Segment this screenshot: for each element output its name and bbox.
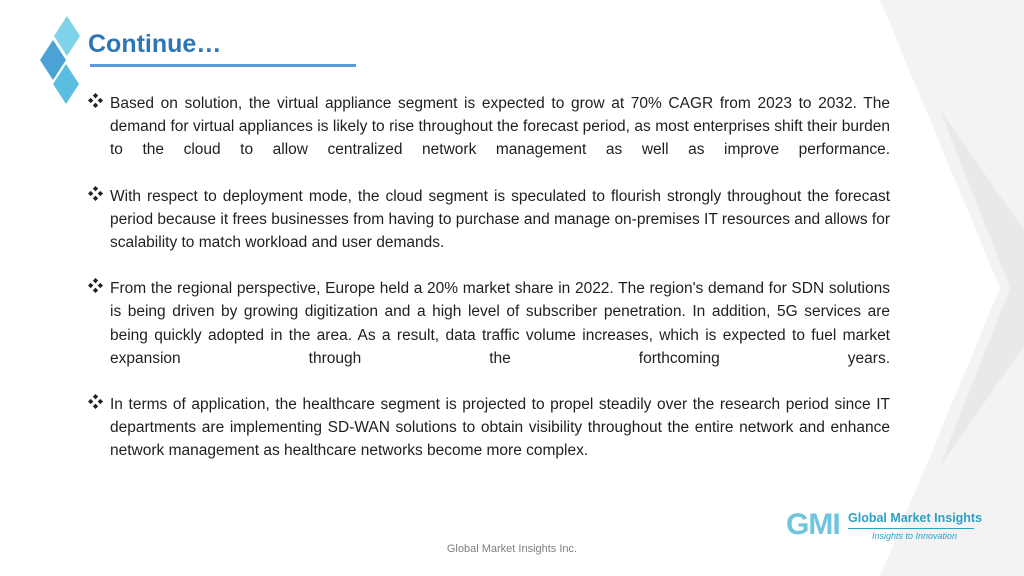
title-underline xyxy=(90,64,356,67)
bullet-diamond-icon xyxy=(88,393,110,463)
diamond-icon xyxy=(36,14,84,110)
bullet-text: From the regional perspective, Europe held a 20% market share in 2022. The region's demand for SDN solutions is being driven by growing digitization and a high level of subscriber penetration. In addition, 5G services are being quickly adopted in the area. As a result, data traffic volume increases, which is expected to fuel market expansion through the forthcoming years. xyxy=(110,280,890,367)
list-item xyxy=(88,393,890,463)
list-item xyxy=(88,185,890,255)
list-item xyxy=(88,277,890,370)
logo-mark: GMI xyxy=(786,508,840,541)
bullet-text: In terms of application, the healthcare segment is projected to propel steadily over the research period since IT departments are implementing SD-WAN solutions to obtain visibility throughout the entire network and enhance network management as healthcare networks become more complex. xyxy=(110,396,890,460)
logo-divider xyxy=(848,528,974,529)
bullet-text: With respect to deployment mode, the cloud segment is speculated to flourish strongly throughout the forecast period because it frees businesses from having to purchase and manage on-premises IT resources and allows for scalability to match workload and user demands. xyxy=(110,187,890,252)
bullet-diamond-icon xyxy=(88,277,110,370)
logo-name: Global Market Insights xyxy=(848,511,983,525)
bullet-text: Based on solution, the virtual appliance segment is expected to grow at 70% CAGR from 2023 to 2032. The demand for virtual appliances is likely to rise throughout the forecast period, as most enterprises shift their burden to the cloud to allow centralized network management as well as improve performance. xyxy=(110,95,890,159)
list-item xyxy=(88,92,890,162)
page-title: Continue… xyxy=(88,30,222,58)
bullet-list xyxy=(88,92,890,486)
footer-text: Global Market Insights Inc. xyxy=(446,543,578,555)
logo-tagline: Insights to Innovation xyxy=(872,531,958,541)
bullet-diamond-icon xyxy=(88,185,110,255)
company-logo xyxy=(786,508,983,546)
bullet-diamond-icon xyxy=(88,92,110,162)
